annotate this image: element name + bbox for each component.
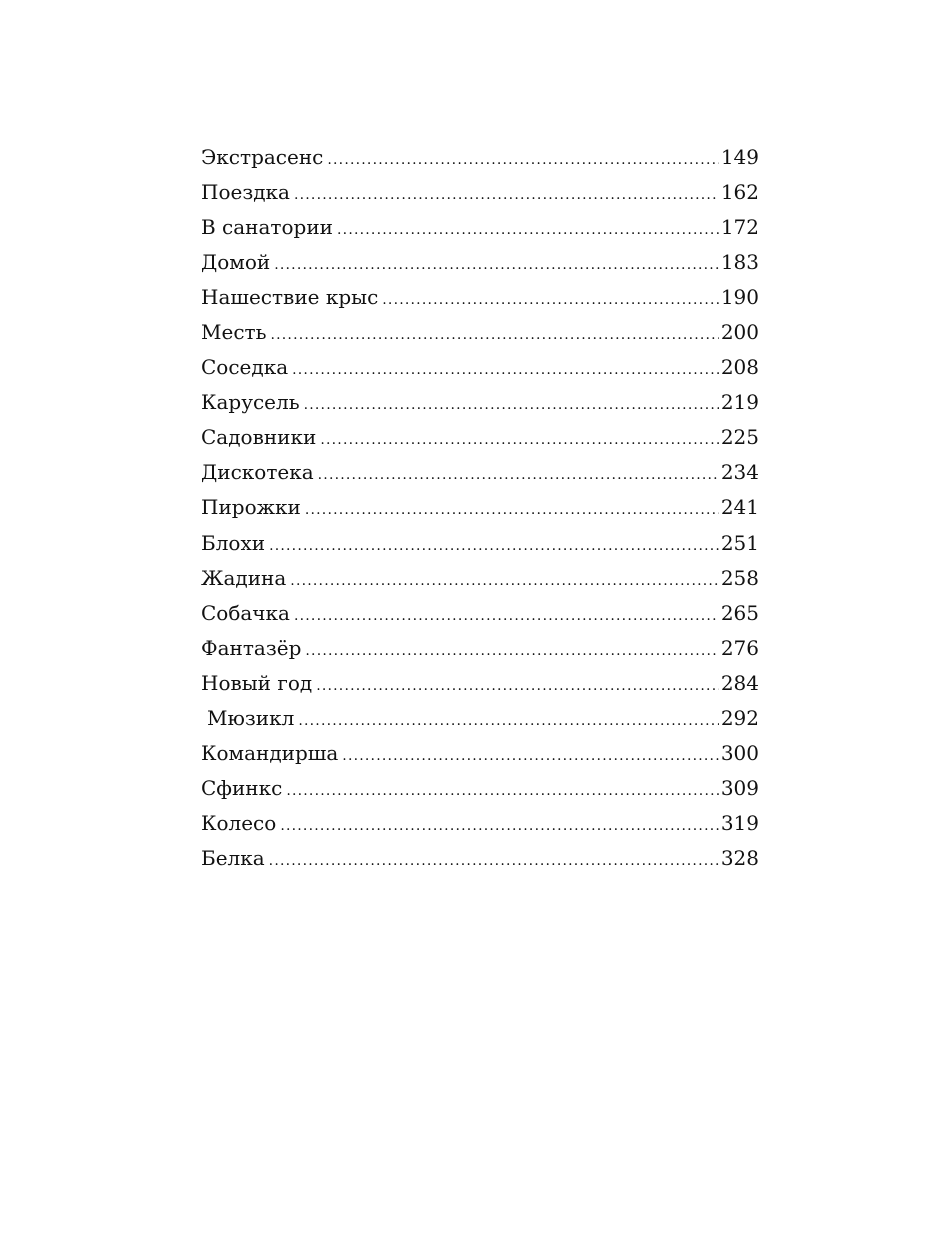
toc-entry	[201, 526, 759, 561]
toc-entry-title: Садовники	[201, 425, 317, 450]
toc-dot-leader	[316, 669, 719, 701]
toc-entry-title: Поездка	[201, 180, 290, 205]
toc-entry-title: Карусель	[201, 390, 300, 415]
toc-dot-leader	[294, 178, 719, 210]
toc-entry-title: Домой	[201, 250, 271, 275]
toc-entry-title: Блохи	[201, 530, 266, 555]
toc-dot-leader	[294, 599, 719, 631]
toc-entry	[201, 490, 759, 525]
toc-entry-title: Новый год	[201, 670, 313, 695]
toc-entry	[201, 245, 759, 280]
toc-entry-page: 292	[720, 705, 759, 730]
toc-entry-page: 258	[720, 565, 759, 590]
toc-entry-title: В санатории	[201, 215, 334, 240]
toc-dot-leader	[342, 739, 719, 771]
toc-entry-page: 225	[720, 425, 759, 450]
toc-entry-page: 319	[720, 810, 759, 835]
toc-entry	[201, 771, 759, 806]
toc-dot-leader	[292, 353, 719, 385]
toc-dot-leader	[290, 564, 719, 596]
toc-entry-page: 251	[720, 530, 759, 555]
toc-entry-title: Командирша	[201, 740, 339, 765]
toc-entry-page: 162	[720, 180, 759, 205]
toc-entry-title: Нашествие крыс	[201, 285, 379, 310]
toc-entry-title: Жадина	[201, 565, 287, 590]
toc-entry-page: 219	[720, 390, 759, 415]
toc-entry	[201, 701, 759, 736]
toc-entry-title: Колесо	[201, 810, 277, 835]
toc-dot-leader	[305, 493, 719, 525]
toc-entry-page: 234	[720, 460, 759, 485]
toc-entry	[201, 666, 759, 701]
toc-entry	[201, 455, 759, 490]
toc-dot-leader	[318, 458, 719, 490]
toc-entry	[201, 210, 759, 245]
toc-entry	[201, 736, 759, 771]
toc-dot-leader	[269, 529, 719, 561]
toc-entry-title: Экстрасенс	[201, 145, 324, 169]
toc-dot-leader	[337, 213, 719, 245]
toc-entry-title: Соседка	[201, 355, 289, 380]
toc-entry	[201, 385, 759, 420]
toc-entry-title: Фантазёр	[201, 635, 302, 660]
toc-entry-page: 172	[720, 215, 759, 240]
toc-entry-page: 241	[720, 495, 759, 520]
toc-dot-leader	[304, 388, 719, 420]
toc-entry	[201, 280, 759, 315]
table-of-contents	[201, 140, 759, 876]
toc-dot-leader	[269, 844, 719, 876]
toc-dot-leader	[327, 143, 718, 175]
toc-dot-leader	[382, 283, 719, 315]
toc-entry	[201, 631, 759, 666]
toc-entry	[201, 140, 759, 175]
toc-entry-title: Сфинкс	[201, 775, 283, 800]
toc-entry-page: 208	[720, 355, 759, 380]
toc-dot-leader	[286, 774, 718, 806]
toc-entry-page: 300	[720, 740, 759, 765]
toc-entry-title: Дискотека	[201, 460, 314, 485]
toc-entry	[201, 596, 759, 631]
toc-entry-page: 309	[720, 775, 759, 800]
toc-dot-leader	[274, 248, 719, 280]
toc-dot-leader	[270, 318, 718, 350]
toc-entry-page: 200	[720, 320, 759, 345]
toc-entry-page: 328	[720, 845, 759, 870]
toc-entry-page: 149	[720, 145, 759, 169]
toc-entry-title: Пирожки	[201, 495, 301, 520]
toc-dot-leader	[305, 634, 718, 666]
toc-entry-page: 276	[720, 635, 759, 660]
toc-dot-leader	[320, 423, 718, 455]
toc-entry	[201, 561, 759, 596]
toc-entry	[201, 315, 759, 350]
toc-entry-title: Месть	[201, 320, 267, 345]
toc-entry-title: Белка	[201, 845, 265, 870]
toc-entry	[201, 175, 759, 210]
toc-entry-title: Собачка	[201, 600, 290, 625]
toc-entry	[201, 420, 759, 455]
toc-entry-page: 265	[720, 600, 759, 625]
toc-entry-page: 284	[720, 670, 759, 695]
toc-entry-page: 183	[720, 250, 759, 275]
toc-entry-title: Мюзикл	[207, 705, 295, 730]
toc-entry	[201, 350, 759, 385]
toc-entry	[201, 806, 759, 841]
toc-dot-leader	[298, 704, 718, 736]
toc-dot-leader	[280, 809, 719, 841]
toc-entry-page: 190	[720, 285, 759, 310]
toc-entry	[201, 841, 759, 876]
